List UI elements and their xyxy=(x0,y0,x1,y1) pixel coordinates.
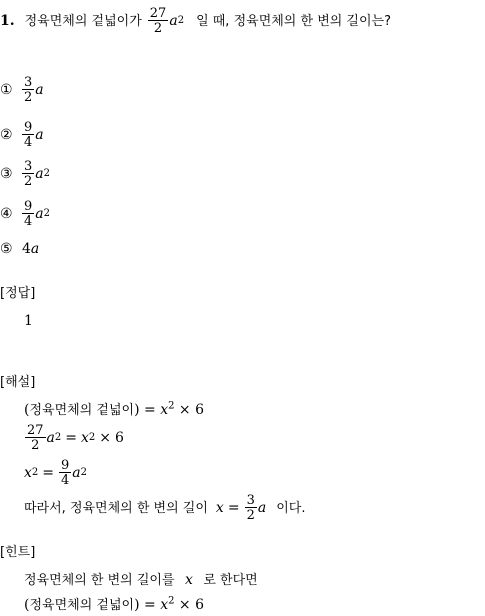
paren-close: ) xyxy=(134,402,140,418)
var-a: a xyxy=(46,430,55,446)
equals-sign: = xyxy=(144,597,156,613)
number-six: 6 xyxy=(195,402,205,418)
number-six: 6 xyxy=(115,430,124,446)
frac-den: 2 xyxy=(246,508,255,523)
question-var: a xyxy=(169,13,178,29)
var-a: a xyxy=(257,500,267,516)
question-frac-num: 27 xyxy=(149,6,167,21)
question-text-before: 정육면체의 겉넓이가 xyxy=(24,13,142,29)
times-sign: × xyxy=(178,402,191,418)
paren-open: ( xyxy=(24,402,30,418)
paren-open: ( xyxy=(24,597,30,613)
question-frac-den: 2 xyxy=(153,21,163,36)
frac-num: 9 xyxy=(61,458,70,473)
times-sign: × xyxy=(99,430,112,446)
choice-frac-num: 3 xyxy=(24,159,33,174)
choice-mark: ① xyxy=(0,82,13,98)
equals-sign: = xyxy=(144,402,156,418)
choice-mark: ④ xyxy=(0,206,13,222)
choice-frac-den: 2 xyxy=(24,90,33,105)
number-six: 6 xyxy=(195,597,205,613)
explanation-line-2: $\frac{27}{2}$ a 2 = x 2 × 6 xyxy=(27,423,124,453)
choice-var: a xyxy=(35,82,44,98)
var-x: x xyxy=(185,572,193,588)
choice-frac-num: 9 xyxy=(24,199,33,214)
question-number: 1. xyxy=(0,13,15,29)
var-x: x xyxy=(24,465,32,481)
explanation-heading: [해설] xyxy=(0,375,36,390)
choice-fraction xyxy=(22,200,34,228)
exponent: 2 xyxy=(168,595,175,607)
var-a: a xyxy=(72,465,81,481)
equals-sign: = xyxy=(42,465,55,481)
var-x: x xyxy=(160,597,169,613)
explanation-line-4 xyxy=(24,490,305,526)
explanation-line-3: x 2 = $\frac{9}{4}$ a 2 xyxy=(24,458,88,488)
equals-sign: = xyxy=(227,500,240,516)
times-sign: × xyxy=(178,597,191,613)
fraction xyxy=(25,424,46,452)
choice-mark: ③ xyxy=(0,166,13,182)
choice-frac-num: 9 xyxy=(24,120,33,135)
var-x: x xyxy=(160,402,169,418)
choice-frac-den: 4 xyxy=(24,214,33,229)
surface-area-label: 정육면체의 겉넓이 xyxy=(29,403,135,418)
question-line: 1. 정육면체의 겉넓이가 $\frac{27}{2}$ a 2 일 때, 정육면체의 한 변의 길이는? xyxy=(0,6,392,36)
answer-heading: [정답] xyxy=(0,286,36,301)
choice-frac-den: 4 xyxy=(24,135,33,150)
choice-4[interactable]: ④ $\frac{9}{4}$ a 2 xyxy=(0,199,51,229)
hint-tail: 로 한다면 xyxy=(203,573,258,588)
frac-num: 27 xyxy=(27,423,44,438)
frac-num: 3 xyxy=(246,493,255,508)
var-x: x xyxy=(215,500,224,516)
question-text-after: 일 때, 정육면체의 한 변의 길이는? xyxy=(196,13,392,29)
explanation-line-1 xyxy=(24,400,205,418)
choice-coef: 4 xyxy=(22,241,31,257)
hint-heading: [힌트] xyxy=(0,545,36,560)
fraction xyxy=(245,494,257,522)
frac-den: 2 xyxy=(31,438,40,453)
choice-var: a xyxy=(30,241,40,257)
choice-mark: ② xyxy=(0,127,13,143)
choice-3[interactable]: ③ $\frac{3}{2}$ a 2 xyxy=(0,159,51,189)
choice-frac-den: 2 xyxy=(24,174,33,189)
choice-2[interactable] xyxy=(0,117,44,153)
fraction xyxy=(59,459,71,487)
choice-var: a xyxy=(35,206,44,222)
conclusion-text: 따라서, 정육면체의 한 변의 길이 xyxy=(24,500,208,516)
choice-5[interactable] xyxy=(0,240,39,258)
var-x: x xyxy=(81,430,89,446)
exponent: 2 xyxy=(168,400,175,412)
choice-fraction xyxy=(22,160,34,188)
choice-fraction xyxy=(22,121,34,149)
paren-close: ) xyxy=(134,597,140,613)
answer-value: 1 xyxy=(24,313,33,329)
surface-area-label: 정육면체의 겉넓이 xyxy=(29,598,135,613)
choice-mark: ⑤ xyxy=(0,241,13,257)
choice-1[interactable] xyxy=(0,72,44,108)
question-fraction xyxy=(148,7,169,35)
choice-var: a xyxy=(35,166,44,182)
conclusion-tail: 이다. xyxy=(276,500,306,516)
frac-den: 4 xyxy=(61,473,70,488)
choice-frac-num: 3 xyxy=(24,75,33,90)
hint-text: 정육면체의 한 변의 길이를 xyxy=(24,573,175,588)
hint-line-1 xyxy=(24,573,258,587)
hint-line-2 xyxy=(24,595,205,613)
choice-fraction xyxy=(22,76,34,104)
choice-var: a xyxy=(35,127,44,143)
equals-sign: = xyxy=(65,430,78,446)
